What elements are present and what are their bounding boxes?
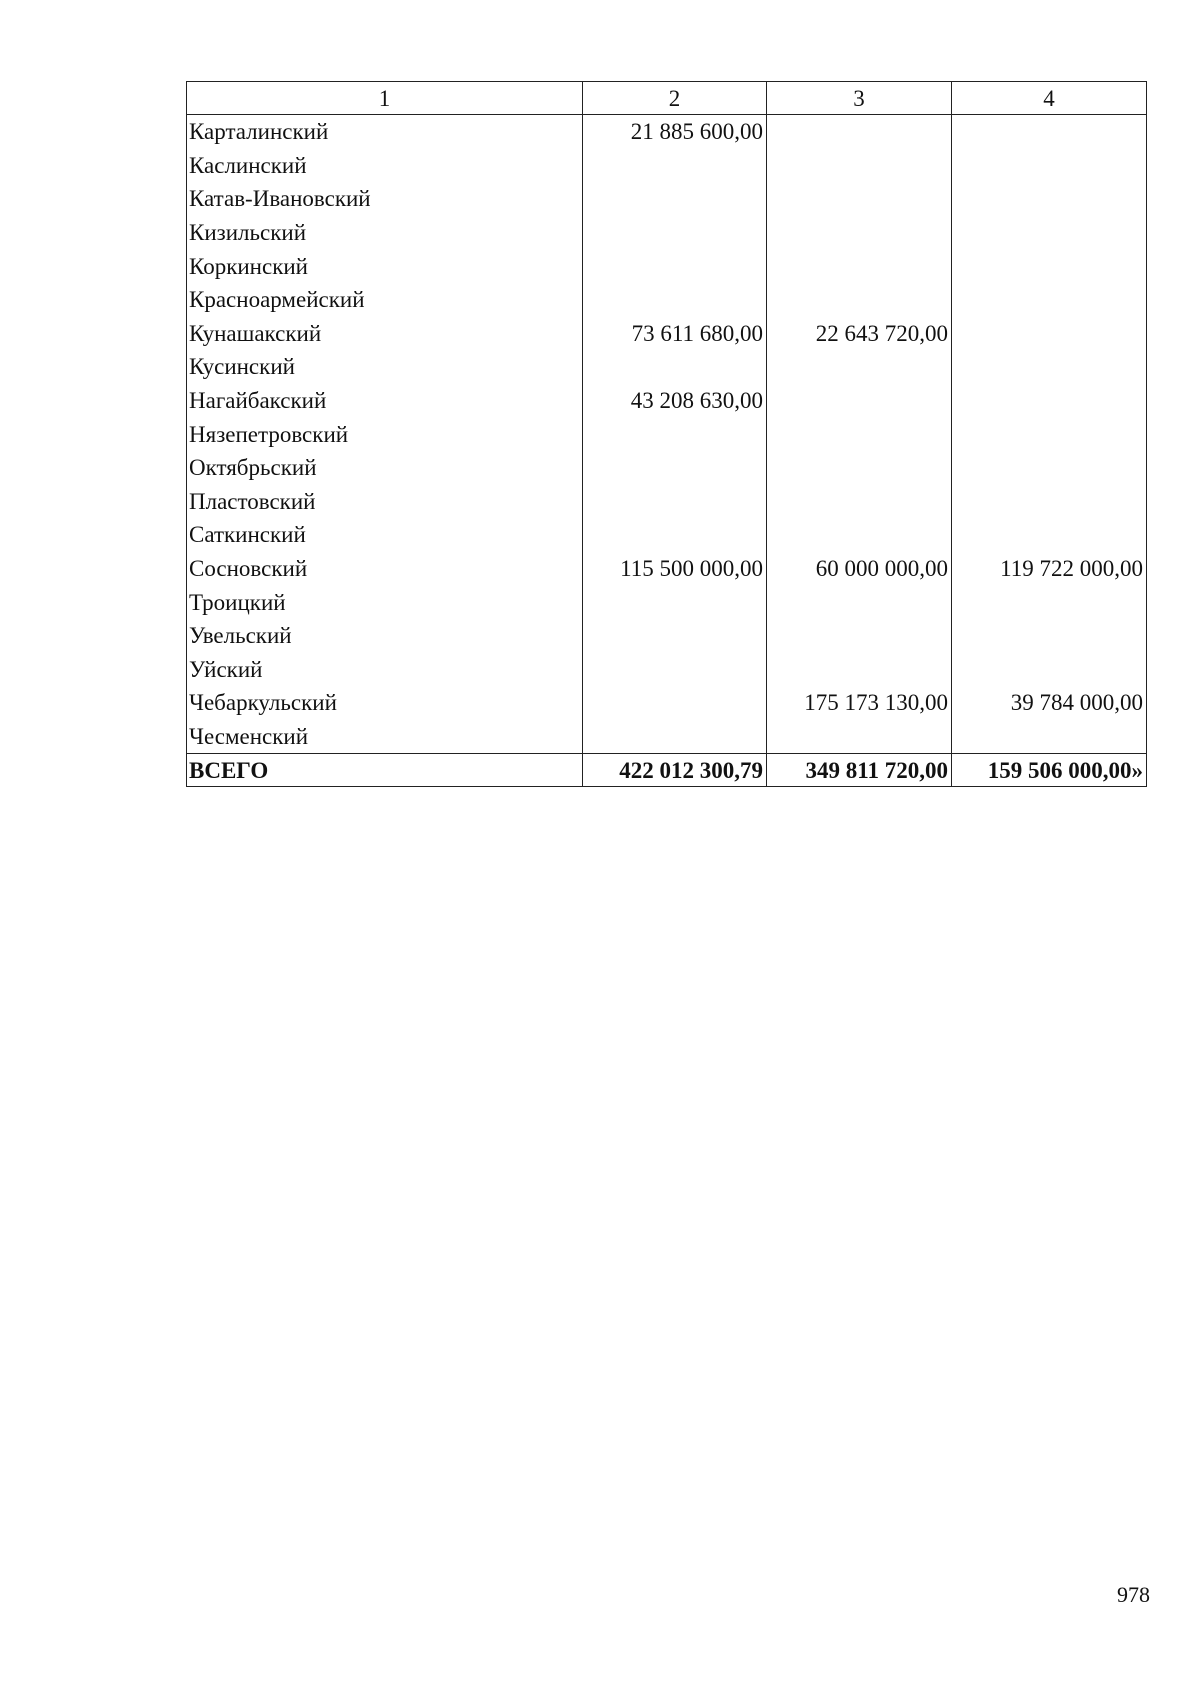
value-col-2 xyxy=(583,720,767,754)
value-col-2 xyxy=(583,283,767,317)
value-col-4: 39 784 000,00 xyxy=(952,686,1147,720)
page-number: 978 xyxy=(1117,1582,1150,1607)
district-name: Нагайбакский xyxy=(187,384,583,418)
column-header-1: 1 xyxy=(187,82,583,115)
table-row xyxy=(187,317,1147,351)
district-name: Октябрьский xyxy=(187,451,583,485)
value-col-3 xyxy=(767,216,952,250)
value-col-2 xyxy=(583,653,767,687)
district-name: Пластовский xyxy=(187,485,583,519)
district-name: Коркинский xyxy=(187,249,583,283)
value-col-3 xyxy=(767,720,952,754)
table-body xyxy=(187,115,1147,787)
value-col-4: 119 722 000,00 xyxy=(952,552,1147,586)
value-col-2 xyxy=(583,619,767,653)
value-col-3 xyxy=(767,653,952,687)
district-name: Саткинский xyxy=(187,518,583,552)
district-name: Сосновский xyxy=(187,552,583,586)
column-header-4: 4 xyxy=(952,82,1147,115)
value-col-4 xyxy=(952,249,1147,283)
value-col-3: 22 643 720,00 xyxy=(767,317,952,351)
value-col-3 xyxy=(767,182,952,216)
value-col-2 xyxy=(583,182,767,216)
value-col-4 xyxy=(952,350,1147,384)
value-col-4 xyxy=(952,653,1147,687)
value-col-4 xyxy=(952,485,1147,519)
value-col-3: 60 000 000,00 xyxy=(767,552,952,586)
table-row xyxy=(187,350,1147,384)
district-name: Красноармейский xyxy=(187,283,583,317)
column-header-3: 3 xyxy=(767,82,952,115)
value-col-4 xyxy=(952,216,1147,250)
value-col-2: 73 611 680,00 xyxy=(583,317,767,351)
value-col-4 xyxy=(952,317,1147,351)
value-col-2 xyxy=(583,686,767,720)
value-col-3 xyxy=(767,585,952,619)
district-name: Троицкий xyxy=(187,585,583,619)
value-col-4 xyxy=(952,149,1147,183)
value-col-2 xyxy=(583,585,767,619)
district-name: Нязепетровский xyxy=(187,417,583,451)
district-name: Кусинский xyxy=(187,350,583,384)
total-row xyxy=(187,754,1147,787)
district-name: Чебаркульский xyxy=(187,686,583,720)
table-row xyxy=(187,485,1147,519)
value-col-4 xyxy=(952,720,1147,754)
value-col-3 xyxy=(767,149,952,183)
total-col-2: 422 012 300,79 xyxy=(583,754,767,787)
table-row xyxy=(187,216,1147,250)
total-col-4: 159 506 000,00» xyxy=(952,754,1147,787)
district-name: Чесменский xyxy=(187,720,583,754)
table-row xyxy=(187,552,1147,586)
district-name: Кунашакский xyxy=(187,317,583,351)
value-col-4 xyxy=(952,384,1147,418)
value-col-2 xyxy=(583,350,767,384)
value-col-3 xyxy=(767,619,952,653)
district-name: Кизильский xyxy=(187,216,583,250)
table-row xyxy=(187,619,1147,653)
value-col-3 xyxy=(767,283,952,317)
table-row xyxy=(187,451,1147,485)
header-row xyxy=(187,82,1147,115)
table-row xyxy=(187,182,1147,216)
value-col-2: 21 885 600,00 xyxy=(583,115,767,149)
table-row xyxy=(187,686,1147,720)
value-col-2 xyxy=(583,249,767,283)
district-name: Уйский xyxy=(187,653,583,687)
value-col-3 xyxy=(767,417,952,451)
table-row xyxy=(187,384,1147,418)
value-col-3 xyxy=(767,384,952,418)
value-col-2 xyxy=(583,485,767,519)
value-col-3 xyxy=(767,350,952,384)
total-col-3: 349 811 720,00 xyxy=(767,754,952,787)
table-row xyxy=(187,283,1147,317)
value-col-3: 175 173 130,00 xyxy=(767,686,952,720)
value-col-2 xyxy=(583,451,767,485)
district-name: Катав-Ивановский xyxy=(187,182,583,216)
value-col-4 xyxy=(952,451,1147,485)
table-row xyxy=(187,653,1147,687)
table-row xyxy=(187,720,1147,754)
value-col-2 xyxy=(583,417,767,451)
value-col-3 xyxy=(767,451,952,485)
value-col-4 xyxy=(952,417,1147,451)
value-col-2: 43 208 630,00 xyxy=(583,384,767,418)
table-row xyxy=(187,115,1147,149)
value-col-3 xyxy=(767,115,952,149)
value-col-3 xyxy=(767,485,952,519)
budget-table xyxy=(186,81,1147,787)
district-name: Карталинский xyxy=(187,115,583,149)
table-row xyxy=(187,149,1147,183)
total-label: ВСЕГО xyxy=(187,754,583,787)
value-col-4 xyxy=(952,619,1147,653)
table-row xyxy=(187,585,1147,619)
value-col-4 xyxy=(952,585,1147,619)
value-col-4 xyxy=(952,283,1147,317)
district-name: Увельский xyxy=(187,619,583,653)
value-col-2 xyxy=(583,149,767,183)
table-row xyxy=(187,518,1147,552)
value-col-2: 115 500 000,00 xyxy=(583,552,767,586)
value-col-4 xyxy=(952,115,1147,149)
value-col-2 xyxy=(583,216,767,250)
value-col-4 xyxy=(952,182,1147,216)
table-row xyxy=(187,417,1147,451)
value-col-2 xyxy=(583,518,767,552)
table-row xyxy=(187,249,1147,283)
value-col-3 xyxy=(767,249,952,283)
value-col-4 xyxy=(952,518,1147,552)
column-header-2: 2 xyxy=(583,82,767,115)
value-col-3 xyxy=(767,518,952,552)
district-name: Каслинский xyxy=(187,149,583,183)
